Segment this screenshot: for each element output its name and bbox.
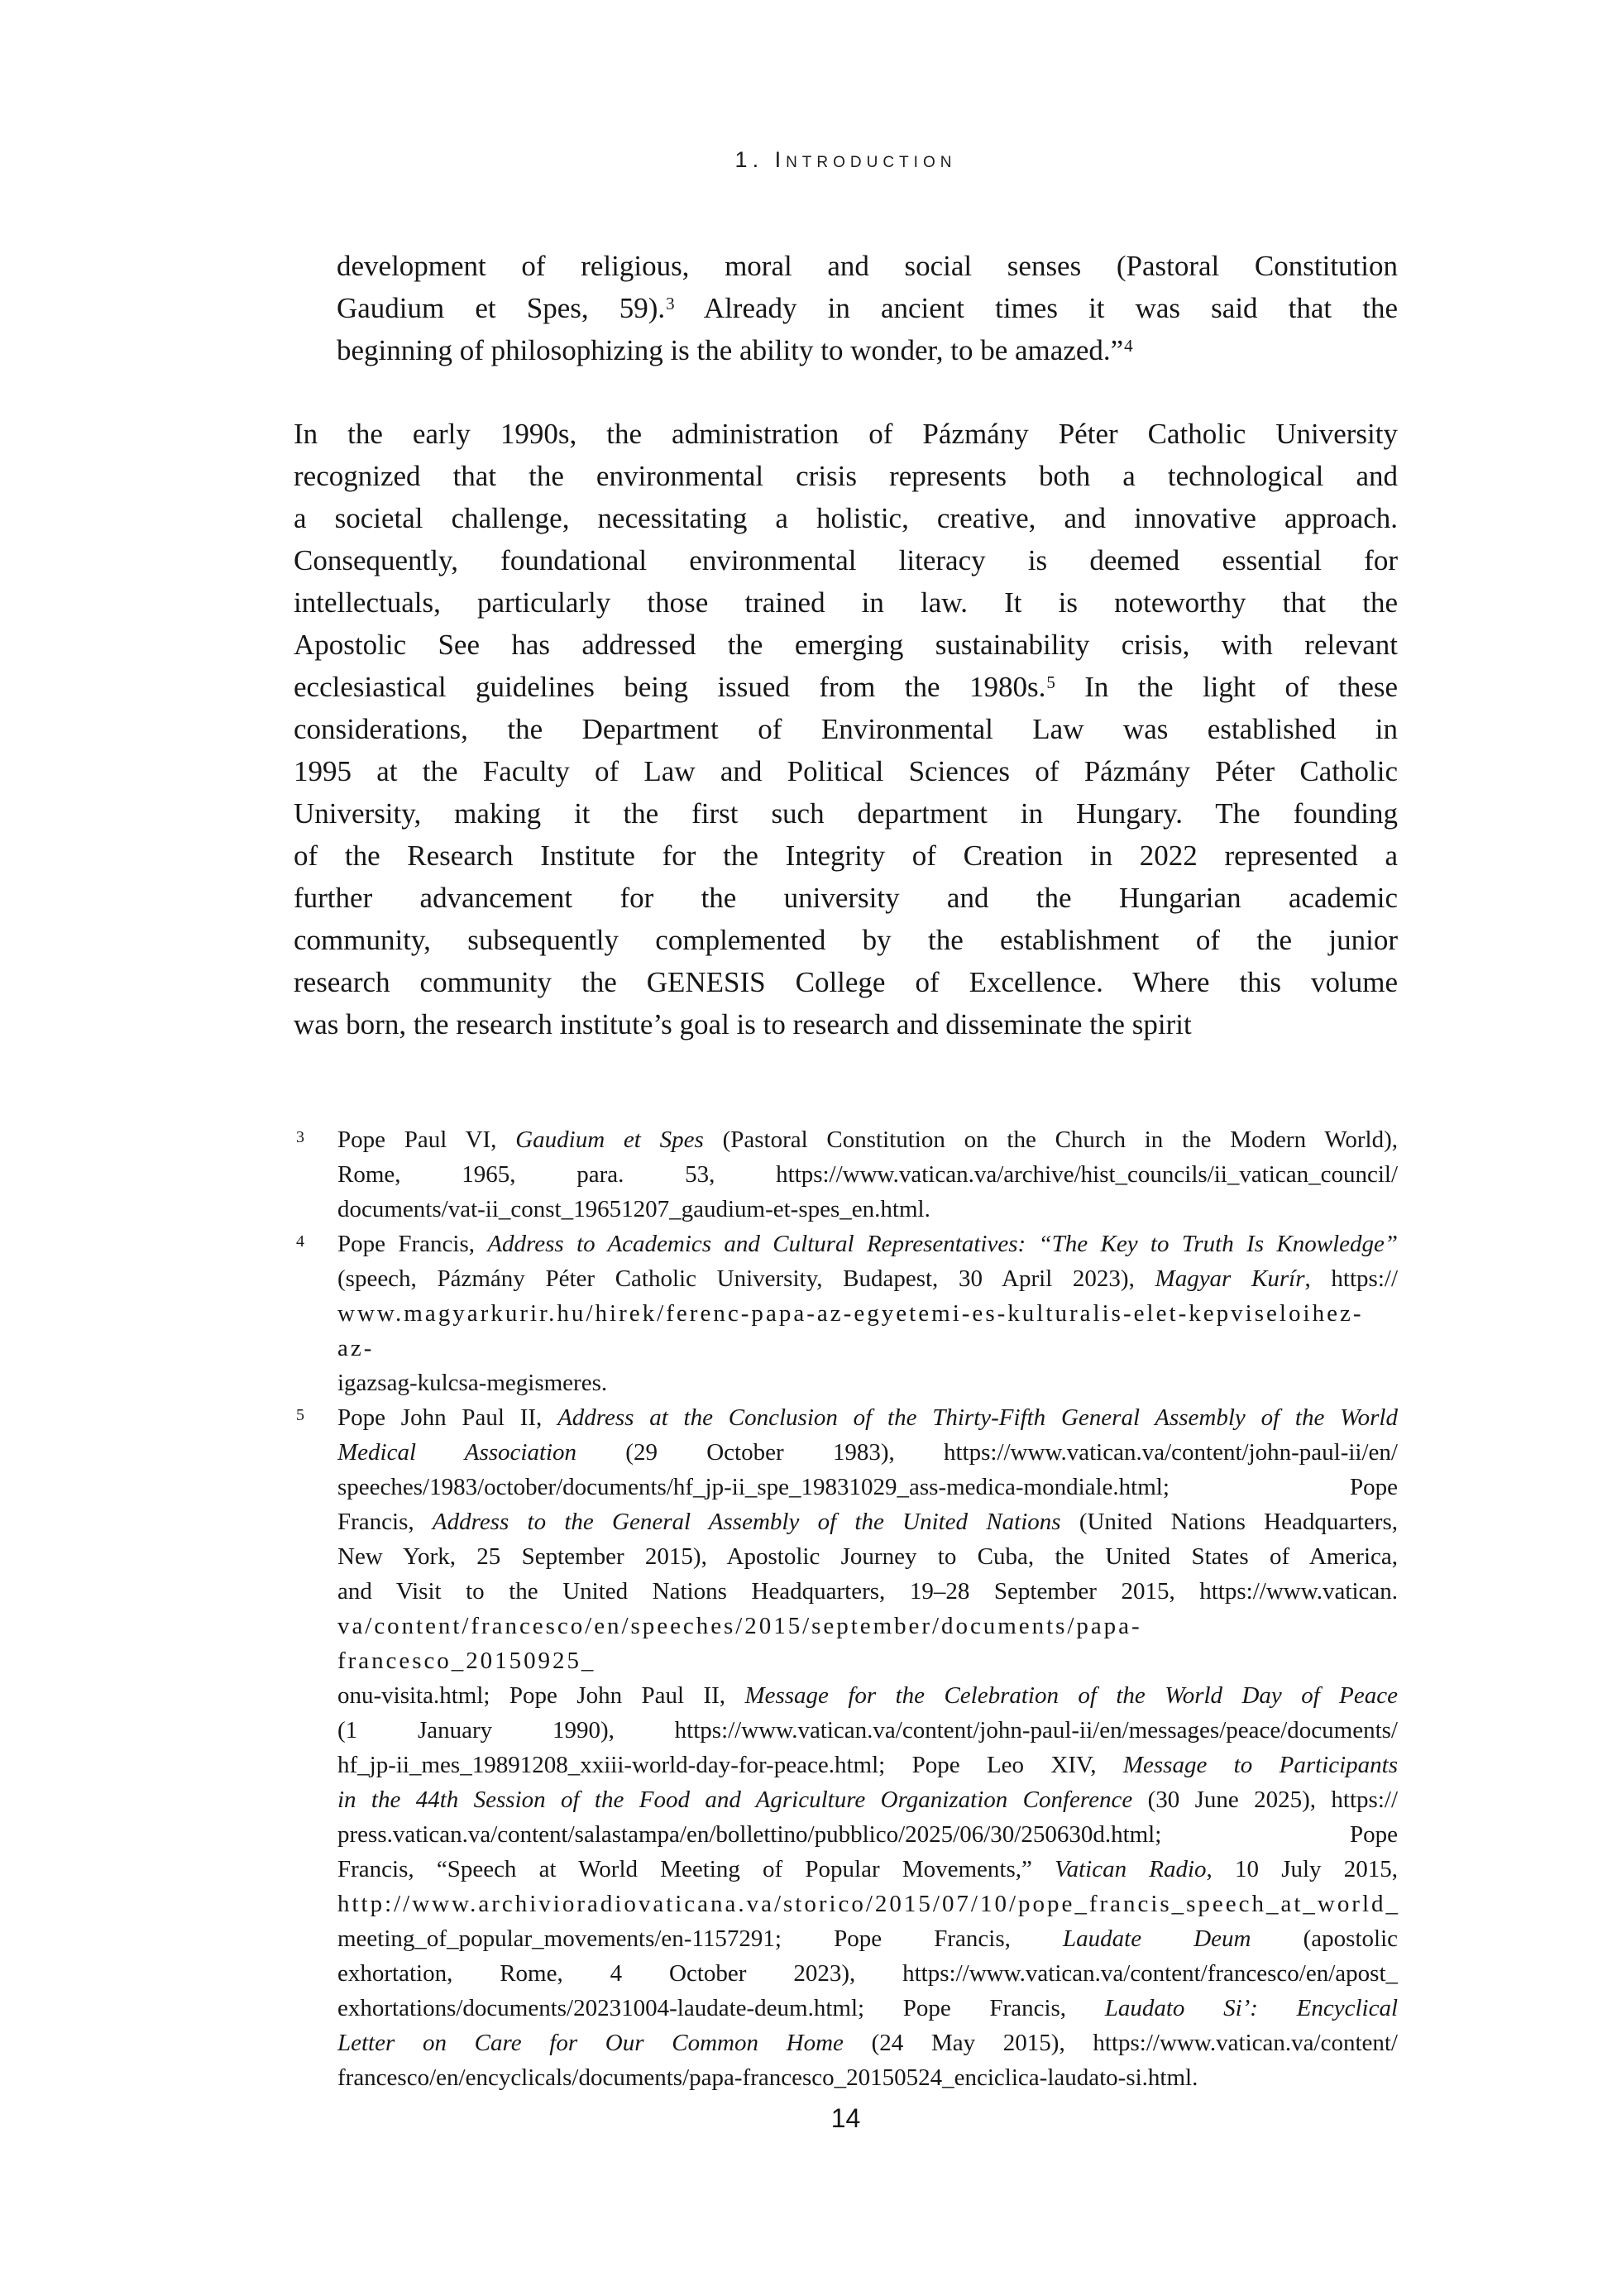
- text-line: Pope Paul VI, Gaudium et Spes (Pastoral Constitution on the Church in the Modern World),: [337, 1126, 1399, 1153]
- text-line: was born, the research institute’s goal is to research and disseminate the spirit: [294, 1008, 1192, 1040]
- text-line: 1995 at the Faculty of Law and Political Sciences of Pázmány Péter Catholic: [294, 755, 1398, 787]
- text-line: speeches/1983/october/documents/hf_jp-ii_spe_19831029_ass-medica-mondiale.html; Pope: [337, 1474, 1398, 1500]
- italic-text: Address to the General Assembly of the United Nations: [432, 1509, 1061, 1535]
- text-line: exhortations/documents/20231004-laudate-deum.html; Pope Francis, Laudato Si’: Encyclical: [337, 1995, 1398, 2021]
- text-line: va/content/francesco/en/speeches/2015/september/documents/papa-francesco_20150925_: [337, 1613, 1142, 1674]
- text-line: Pope Francis, Address to Academics and Cultural Representatives: “The Key to Truth Is Knowledge”: [337, 1231, 1398, 1257]
- italic-text: Message to Participants: [1122, 1752, 1398, 1778]
- text-line: considerations, the Department of Environmental Law was established in: [294, 713, 1398, 745]
- text-line: intellectuals, particularly those trained in law. It is noteworthy that the: [294, 586, 1398, 619]
- running-head: 1. Introduction: [734, 147, 957, 172]
- body-paragraph: [294, 413, 1398, 1045]
- italic-text: Laudate Deum: [1063, 1925, 1251, 1952]
- text-line: Francis, Address to the General Assembly of the United Nations (United Nations Headquarters,: [337, 1509, 1398, 1535]
- text-line: recognized that the environmental crisis represents both a technological and: [294, 460, 1398, 492]
- footnotes: [294, 1122, 1398, 2095]
- italic-text: Letter on Care for Our Common Home: [337, 2030, 844, 2056]
- text-line: onu-visita.html; Pope John Paul II, Message for the Celebration of the World Day of Peace: [337, 1682, 1399, 1709]
- text-line: (1 January 1990), https://www.vatican.va/content/john-paul-ii/en/messages/peace/documents/: [337, 1717, 1398, 1744]
- text-line: a societal challenge, necessitating a holistic, creative, and innovative approach.: [294, 502, 1398, 534]
- footnote-text: [337, 1400, 1398, 2095]
- text-line: New York, 25 September 2015), Apostolic Journey to Cuba, the United States of America,: [337, 1543, 1398, 1570]
- text-line: exhortation, Rome, 4 October 2023), https://www.vatican.va/content/francesco/en/apost_: [337, 1960, 1398, 1987]
- text-line: research community the GENESIS College of Excellence. Where this volume: [294, 966, 1398, 998]
- footnote-number: 4: [296, 1232, 304, 1251]
- text-line: of the Research Institute for the Integrity of Creation in 2022 represented a: [294, 839, 1398, 872]
- italic-text: Magyar Kurír: [1155, 1265, 1305, 1292]
- footnote-number: 5: [296, 1406, 304, 1424]
- text-line: community, subsequently complemented by the establishment of the junior: [294, 924, 1398, 956]
- text-line: Consequently, foundational environmental literacy is deemed essential for: [294, 544, 1398, 576]
- text-line: documents/vat-ii_const_19651207_gaudium-et-spes_en.html.: [337, 1196, 930, 1222]
- italic-text: Gaudium et Spes: [515, 1126, 704, 1153]
- text-line: Francis, “Speech at World Meeting of Popular Movements,” Vatican Radio, 10 July 2015,: [337, 1856, 1398, 1882]
- italic-text: Laudato Si’: Encyclical: [1104, 1995, 1398, 2021]
- italic-text: Vatican Radio: [1055, 1856, 1207, 1882]
- text-line: Pope John Paul II, Address at the Conclusion of the Thirty-Fifth General Assembly of the World: [337, 1404, 1398, 1431]
- page-number: 14: [830, 2103, 861, 2133]
- text-line: Letter on Care for Our Common Home (24 May 2015), https://www.vatican.va/content/: [337, 2030, 1398, 2056]
- footnote: [294, 1122, 1398, 1227]
- text-line: igazsag-kulcsa-megismeres.: [337, 1370, 608, 1396]
- text-line: In the early 1990s, the administration of Pázmány Péter Catholic University: [294, 418, 1398, 450]
- text-line: www.magyarkurir.hu/hirek/ferenc-papa-az-egyetemi-es-kulturalis-elet-kepviseloihez-az-: [337, 1300, 1364, 1361]
- block-quote: [337, 245, 1398, 371]
- footnote-text: [337, 1227, 1398, 1400]
- text-line: press.vatican.va/content/salastampa/en/bollettino/pubblico/2025/06/30/250630d.html; Pope: [337, 1821, 1398, 1848]
- text-line: Gaudium et Spes, 59).$^3$ Already in ancient times it was said that the: [337, 292, 1398, 324]
- footnote-ref: 5: [1046, 672, 1055, 692]
- italic-text: Medical Association: [337, 1439, 577, 1466]
- italic-text: Address to Academics and Cultural Representatives: “The Key to Truth Is Knowledge”: [487, 1231, 1398, 1257]
- text-line: Apostolic See has addressed the emerging sustainability crisis, with relevant: [294, 629, 1398, 661]
- text-line: (speech, Pázmány Péter Catholic University, Budapest, 30 April 2023), Magyar Kurír, https://: [337, 1265, 1398, 1292]
- footnote-text: [337, 1122, 1398, 1227]
- footnote-ref: 3: [666, 293, 675, 313]
- text-line: Medical Association (29 October 1983), https://www.vatican.va/content/john-paul-ii/en/: [337, 1439, 1398, 1466]
- footnote: [294, 1400, 1398, 2095]
- text-line: and Visit to the United Nations Headquarters, 19–28 September 2015, https://www.vatican.: [337, 1578, 1398, 1605]
- text-line: francesco/en/encyclicals/documents/papa-francesco_20150524_enciclica-laudato-si.html.: [337, 2064, 1198, 2091]
- italic-text: Address at the Conclusion of the Thirty-Fifth General Assembly of the World: [557, 1404, 1398, 1431]
- text-line: in the 44th Session of the Food and Agriculture Organization Conference (30 June 2025), https://: [337, 1787, 1398, 1813]
- text-line: development of religious, moral and social senses (Pastoral Constitution: [337, 250, 1398, 282]
- footnote: [294, 1227, 1398, 1400]
- footnote-number: 3: [296, 1128, 304, 1146]
- text-line: beginning of philosophizing is the ability to wonder, to be amazed.”$^4$: [337, 334, 1133, 366]
- text-line: further advancement for the university and the Hungarian academic: [294, 882, 1398, 914]
- text-line: University, making it the first such department in Hungary. The founding: [294, 797, 1398, 830]
- text-line: ecclesiastical guidelines being issued from the 1980s.$^5$ In the light of these: [294, 671, 1399, 703]
- italic-text: in the 44th Session of the Food and Agriculture Organization Conference: [337, 1787, 1133, 1813]
- text-line: Rome, 1965, para. 53, https://www.vatican.va/archive/hist_councils/ii_vatican_council/: [337, 1161, 1398, 1188]
- italic-text: Message for the Celebration of the World Day of Peace: [744, 1682, 1399, 1709]
- text-line: meeting_of_popular_movements/en-1157291; Pope Francis, Laudate Deum (apostolic: [337, 1925, 1398, 1952]
- text-line: http://www.archivioradiovaticana.va/storico/2015/07/10/pope_francis_speech_at_world_: [337, 1891, 1400, 1917]
- text-line: hf_jp-ii_mes_19891208_xxiii-world-day-for-peace.html; Pope Leo XIV, Message to Participants: [337, 1752, 1398, 1778]
- footnote-ref: 4: [1124, 335, 1133, 356]
